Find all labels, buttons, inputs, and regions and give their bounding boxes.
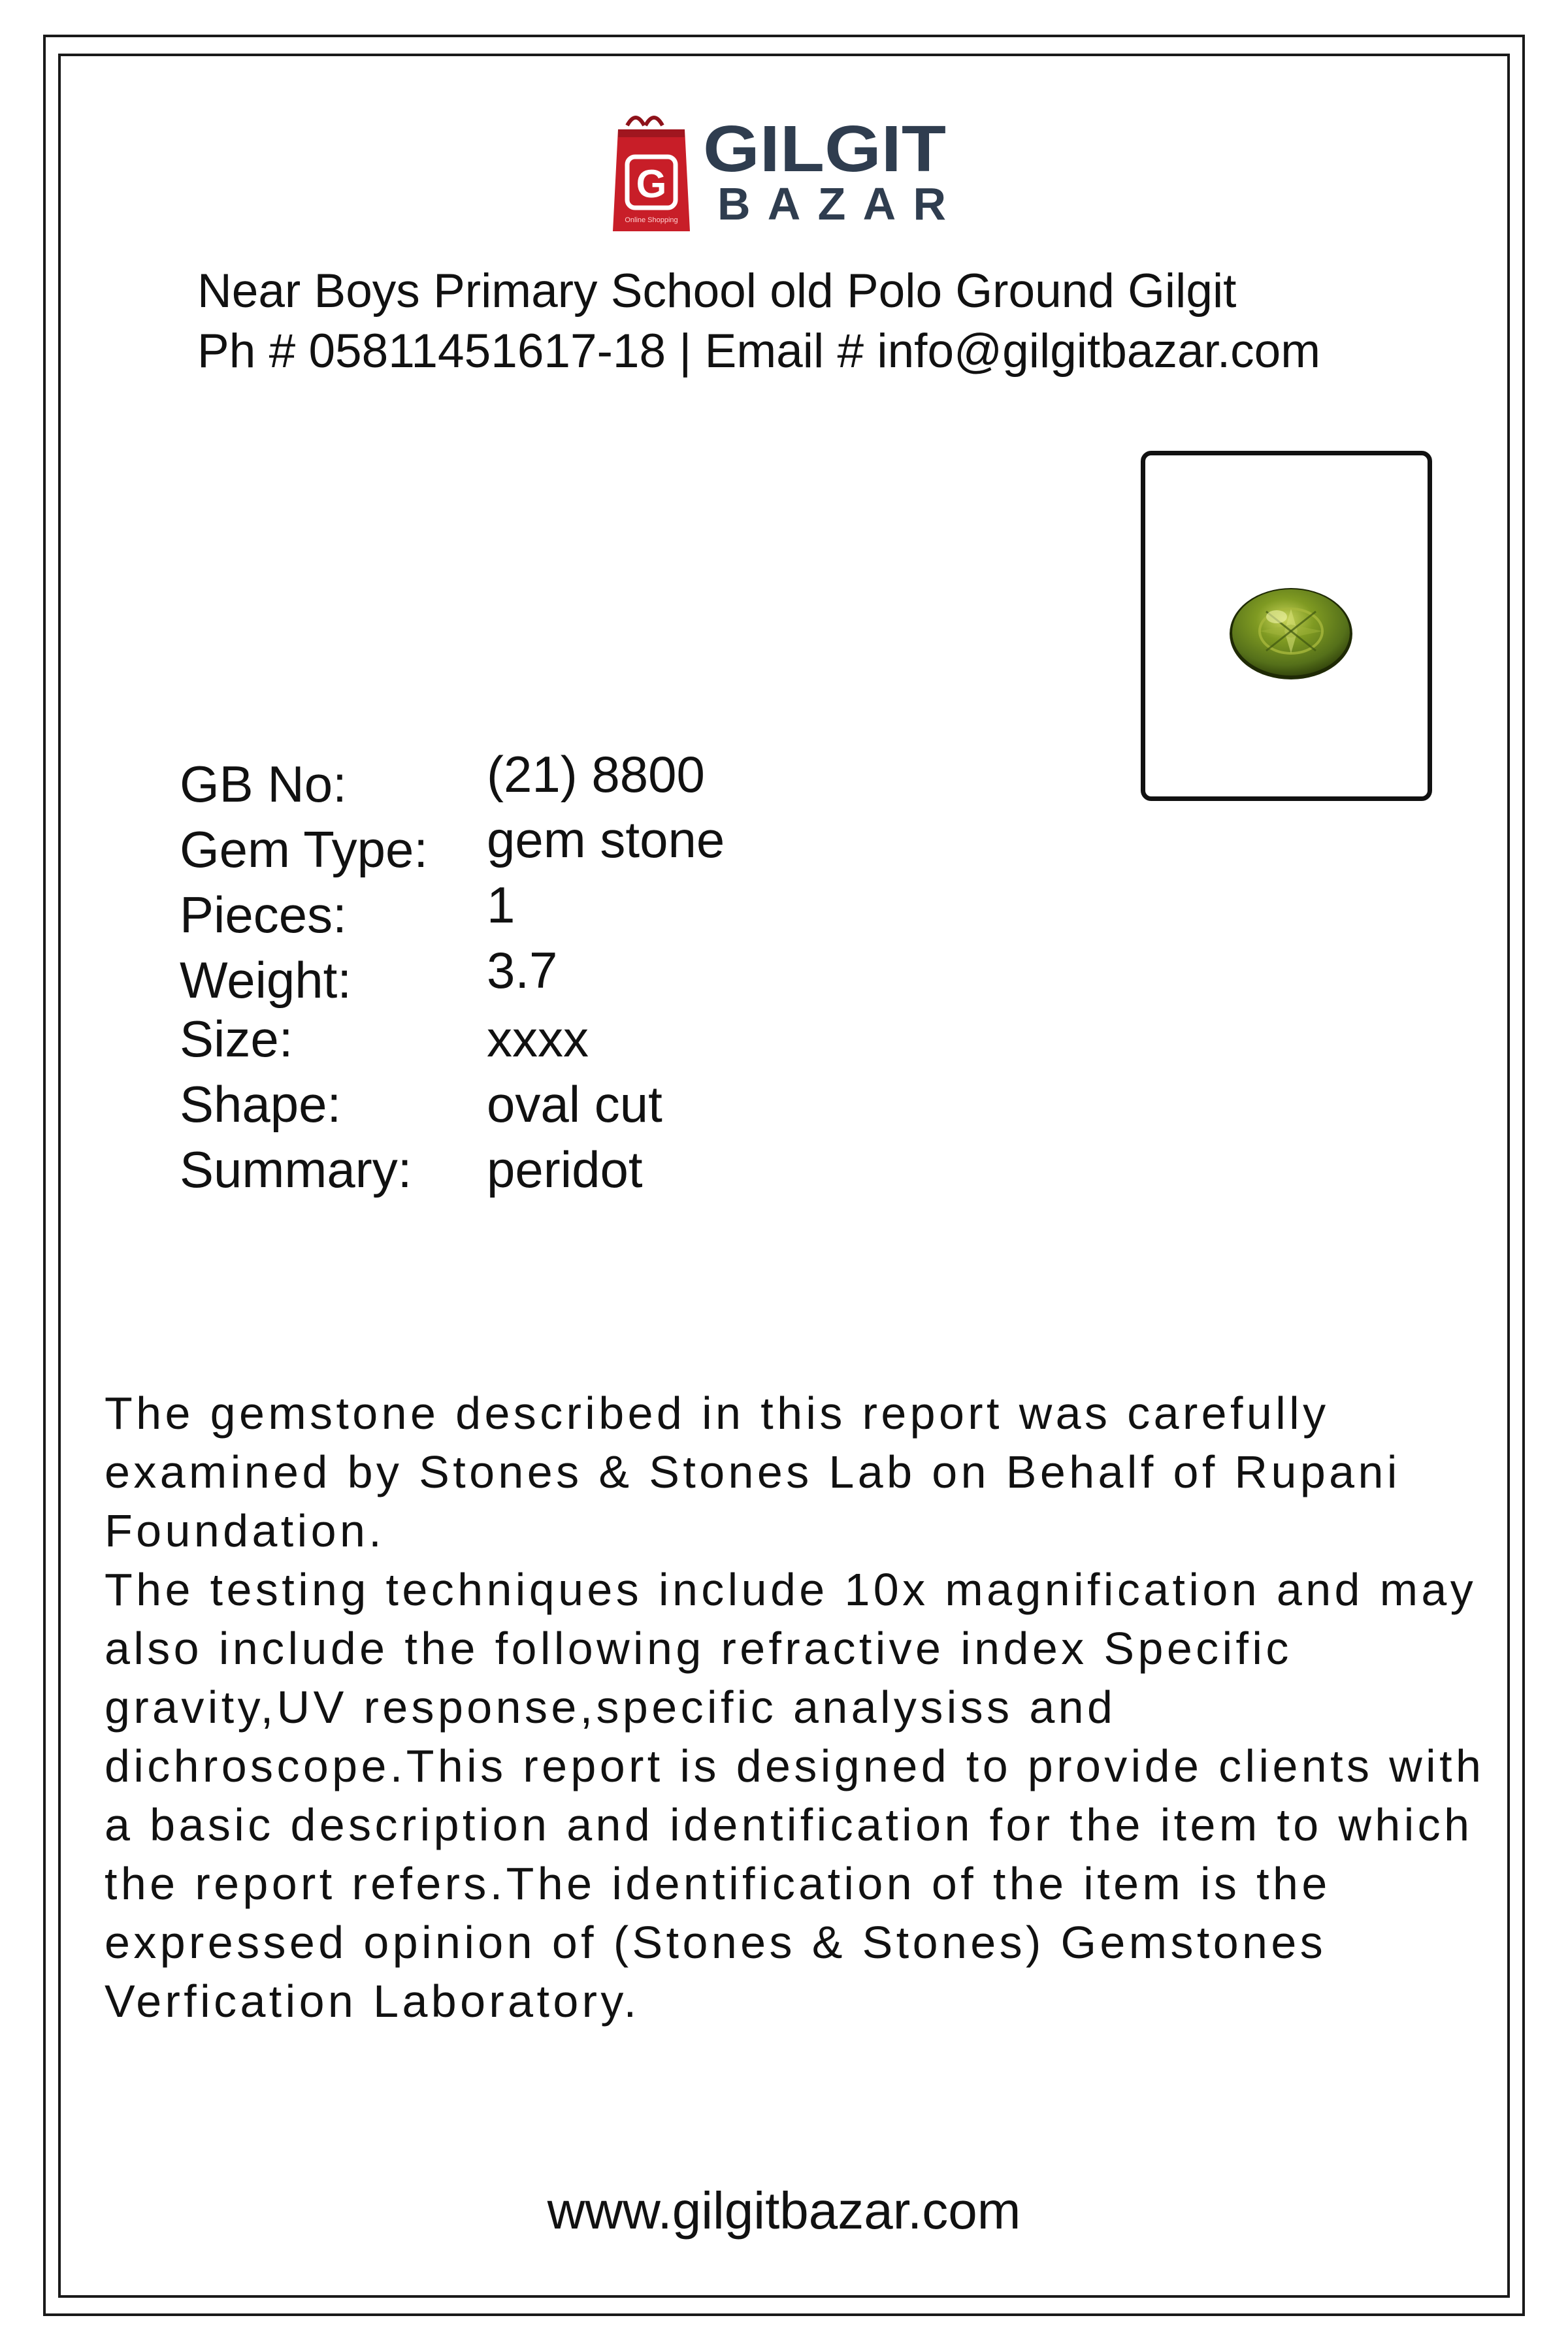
- weight-value: 3.7: [487, 941, 558, 999]
- size-label: Size:: [180, 1010, 293, 1068]
- gem-type-value: gem stone: [487, 811, 725, 868]
- gb-no-value: (21) 8800: [487, 745, 705, 803]
- gb-no-label: GB No:: [180, 755, 347, 813]
- shape-value: oval cut: [487, 1075, 662, 1133]
- logo-line2: BAZAR: [717, 178, 946, 229]
- gilgit-bazar-logo: [613, 111, 953, 235]
- bag-letter: G: [636, 162, 667, 206]
- bag-tag: Online Shopping: [625, 216, 678, 224]
- description-paragraph: The gemstone described in this report was carefully examined by Stones & Stones Lab on Behalf of Rupani Foundation.: [105, 1388, 1401, 1556]
- peridot-gem-image: [1226, 583, 1356, 681]
- pieces-value: 1: [487, 876, 515, 934]
- gem-photo-frame: [1141, 451, 1432, 801]
- summary-value: peridot: [487, 1141, 643, 1198]
- logo-line1: GILGIT: [703, 112, 946, 186]
- shape-label: Shape:: [180, 1075, 342, 1133]
- contact-block: [197, 261, 1320, 382]
- weight-label: Weight:: [180, 951, 352, 1009]
- address-line: Near Boys Primary School old Polo Ground Gilgit: [197, 265, 1237, 318]
- summary-label: Summary:: [180, 1141, 412, 1198]
- description-paragraph: The testing techniques include 10x magnification and may also include the following refractive index Specific gravity,UV response,specific analysiss and dichroscope.This report is designed to provide clients with a basic description and identification for the item to which the report refers.The identification of the item is the expressed opinion of (Stones & Stones) Gemstones Verfication Laboratory.: [105, 1564, 1485, 2027]
- gem-type-label: Gem Type:: [180, 821, 429, 878]
- size-value: xxxx: [487, 1010, 589, 1068]
- pieces-label: Pieces:: [180, 886, 347, 943]
- contact-line: Ph # 05811451617-18 | Email # info@gilgitbazar.com: [197, 325, 1321, 378]
- report-description: [105, 1384, 1490, 2031]
- website-url: www.gilgitbazar.com: [547, 2181, 1021, 2240]
